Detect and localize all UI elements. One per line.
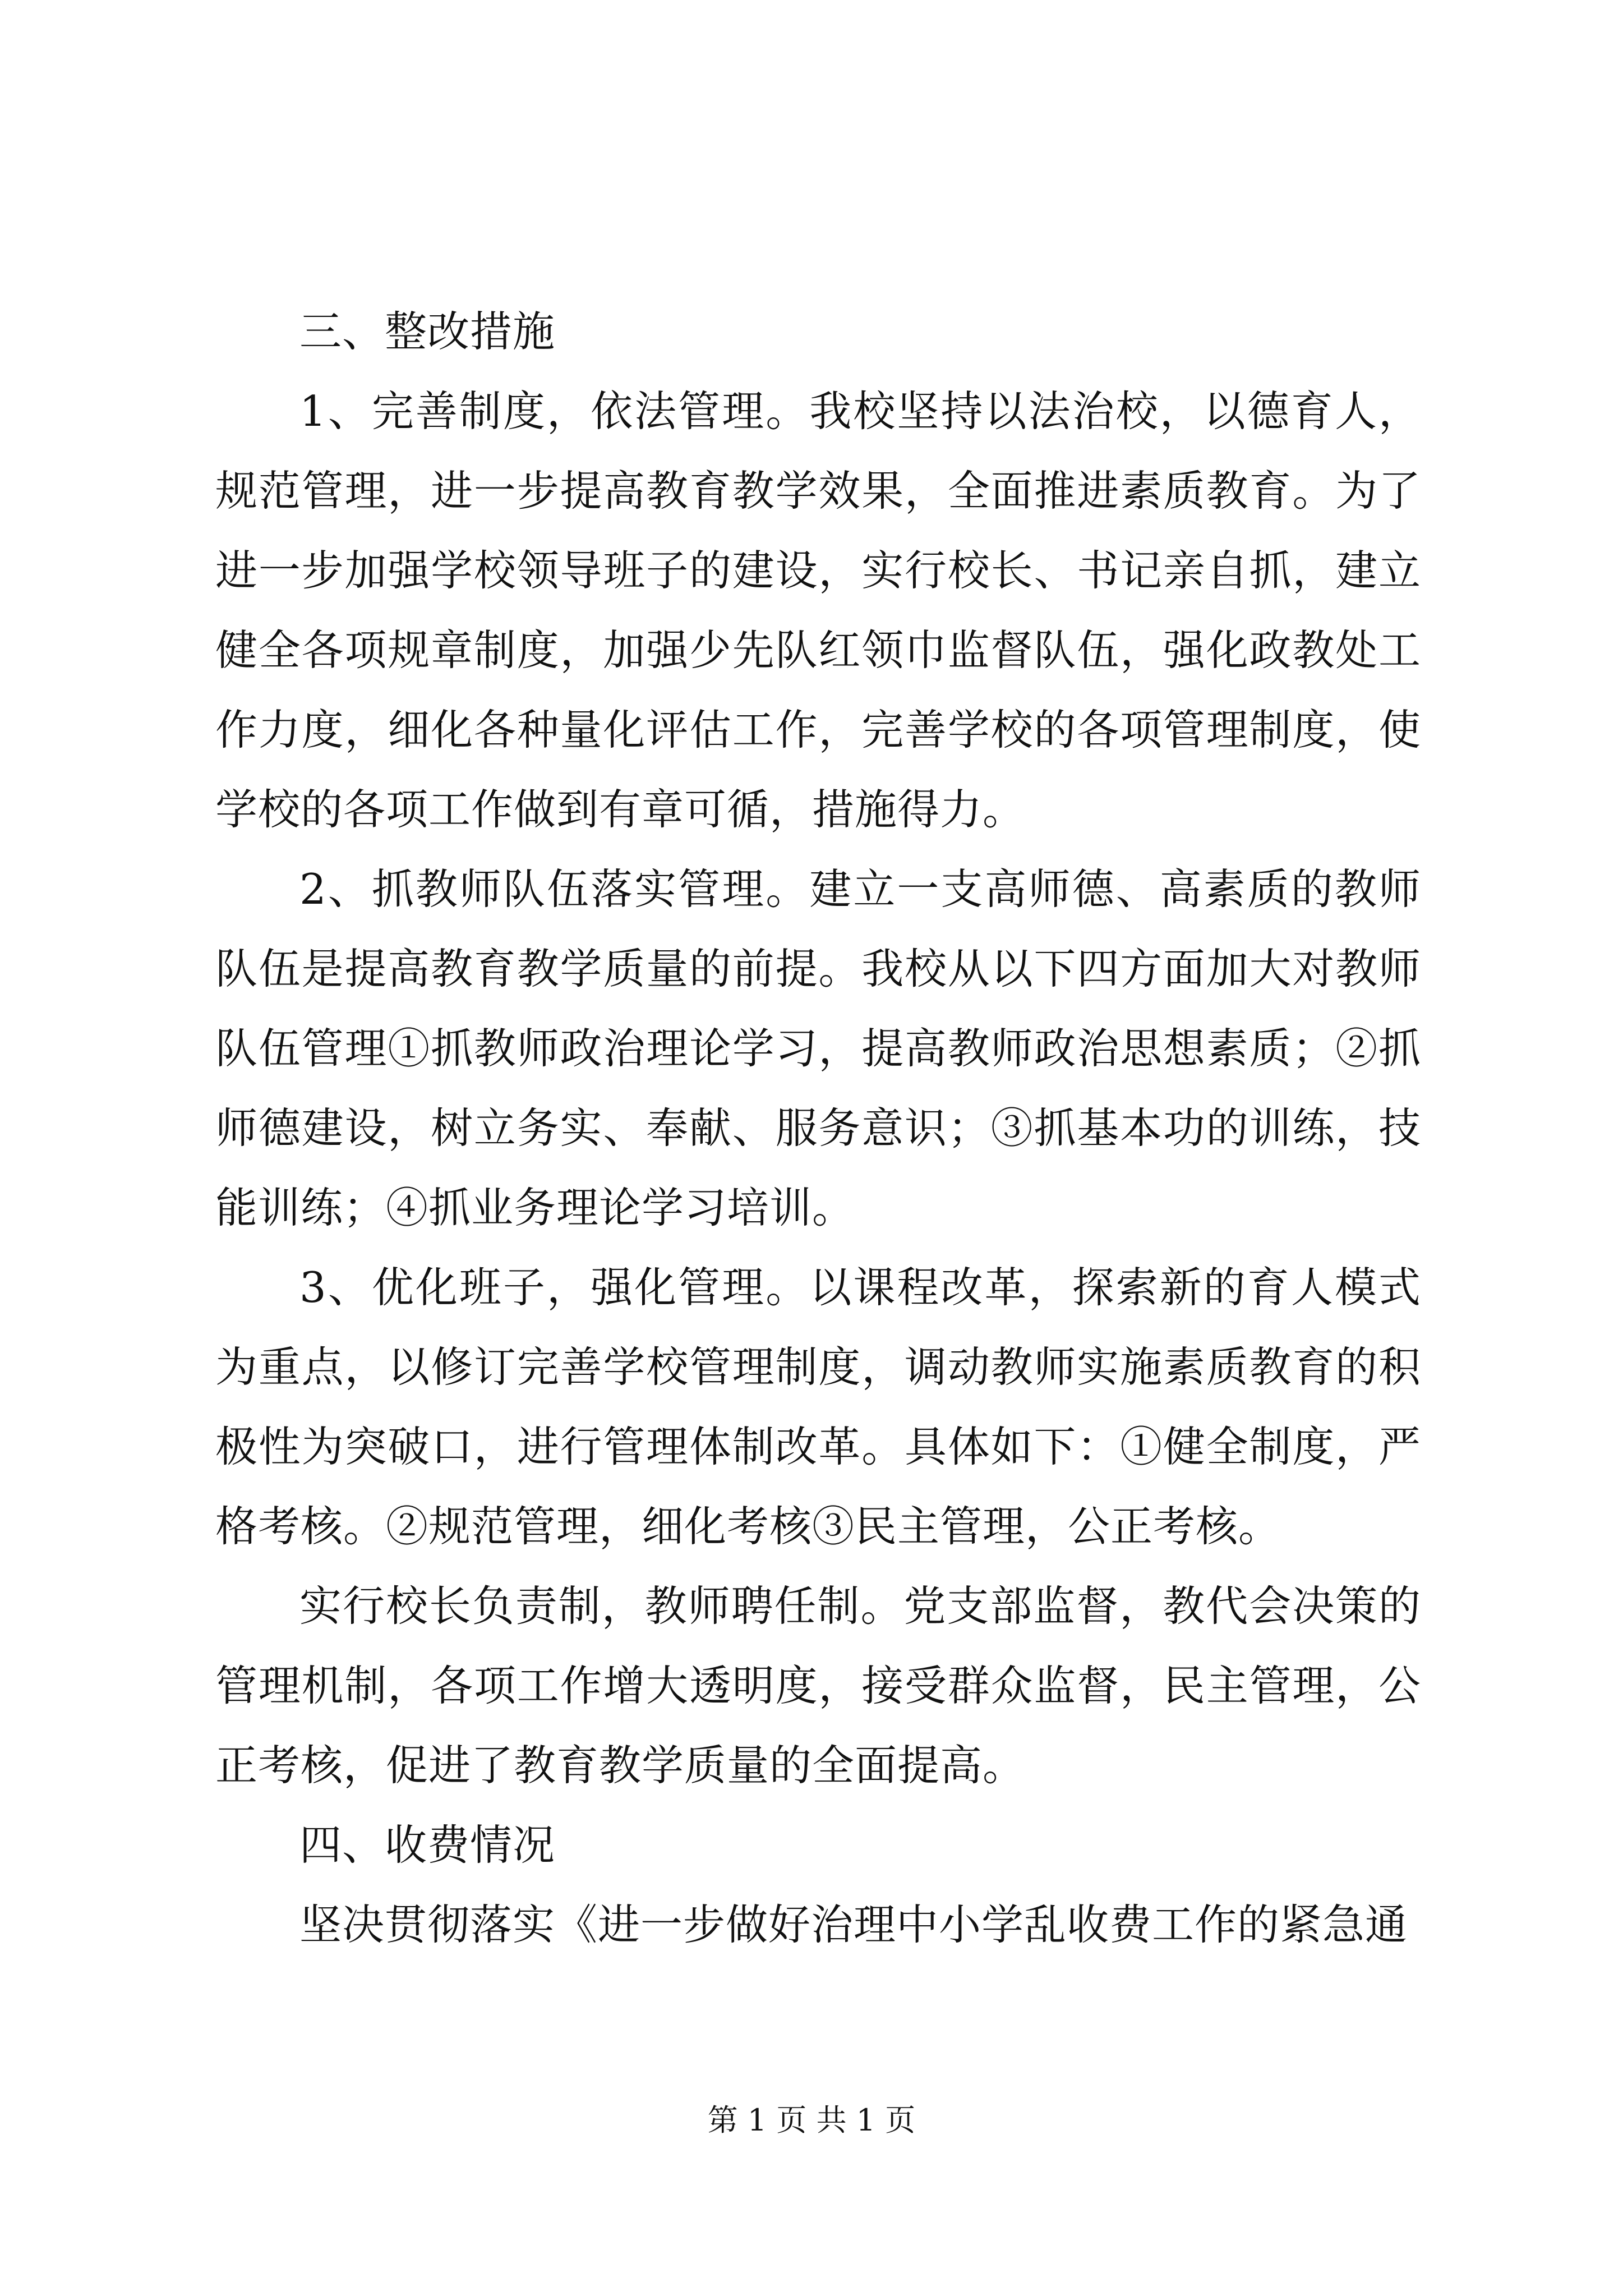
section-heading-rectification: 三、整改措施 — [299, 307, 556, 356]
paragraph-system-management: 1、完善制度，依法管理。我校坚持以法治校，以德育人，规范管理，进一步提高教育教学效果，全面推进素质教育。为了进一步加强学校领导班子的建设，实行校长、书记亲自抓，建立健全各项规章制度，加强少先队红领巾监督队伍，强化政教处工作力度，细化各种量化评估工作，完善学校的各项管理制度，使学校的各项工作做到有章可循，措施得力。 — [215, 386, 1421, 834]
page-number-footer: 第 1 页 共 1 页 — [707, 2102, 916, 2138]
paragraph-optimize-leadership: 3、优化班子，强化管理。以课程改革，探索新的育人模式为重点，以修订完善学校管理制度，调动教师实施素质教育的积极性为突破口，进行管理体制改革。具体如下：①健全制度，严格考核。②规范管理，细化考核③民主管理，公正考核。 — [215, 1263, 1421, 1551]
paragraph-teacher-team: 2、抓教师队伍落实管理。建立一支高师德、高素质的教师队伍是提高教育教学质量的前提。我校从以下四方面加大对教师队伍管理①抓教师政治理论学习，提高教师政治思想素质；②抓师德建设，树立务实、奉献、服务意识；③抓基本功的训练，技能训练；④抓业务理论学习培训。 — [215, 864, 1421, 1232]
document-body — [215, 292, 1421, 1964]
paragraph-fees-notice: 坚决贯彻落实《进一步做好治理中小学乱收费工作的紧急通 — [299, 1900, 1408, 1949]
section-heading-fees: 四、收费情况 — [299, 1820, 556, 1870]
paragraph-principal-responsibility: 实行校长负责制，教师聘任制。党支部监督，教代会决策的管理机制，各项工作增大透明度，接受群众监督，民主管理，公正考核，促进了教育教学质量的全面提高。 — [215, 1581, 1421, 1790]
